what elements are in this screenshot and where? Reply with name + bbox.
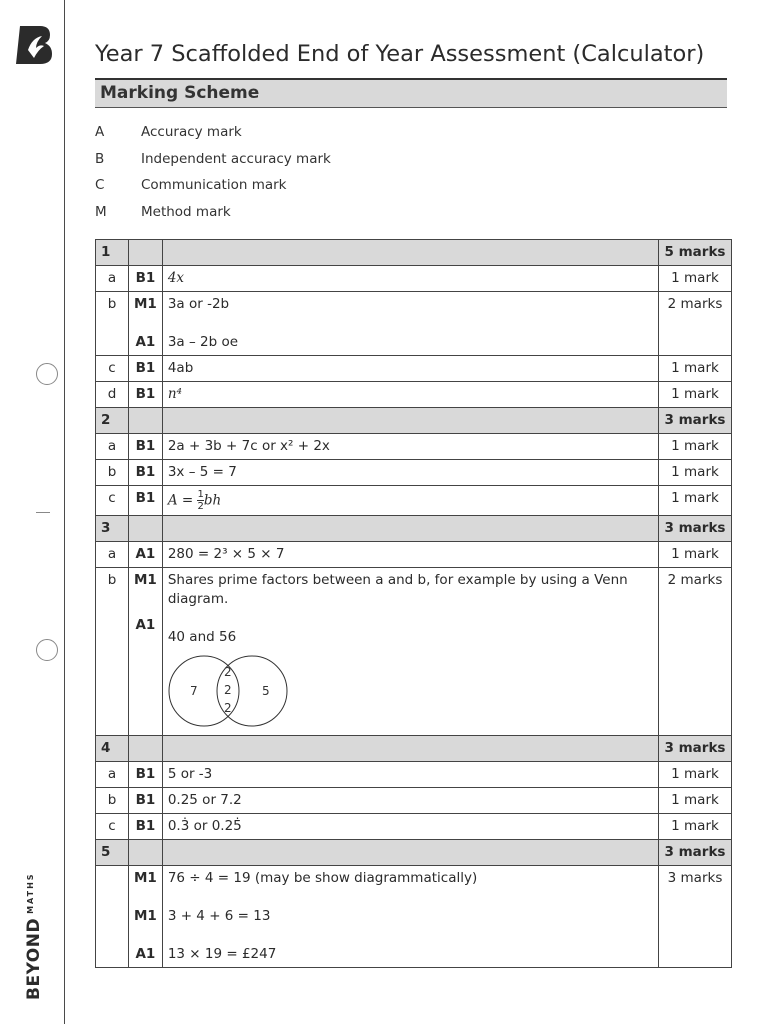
question-total-marks: 3 marks xyxy=(659,736,732,762)
key-label: Method mark xyxy=(141,204,231,220)
fold-mark xyxy=(36,512,50,513)
table-row xyxy=(96,266,732,292)
mark-code: B1 xyxy=(129,434,163,460)
brand-wordmark xyxy=(24,872,44,1000)
venn-right-value: 5 xyxy=(261,684,270,698)
part-label: a xyxy=(96,542,129,568)
mark-value: 1 mark xyxy=(659,266,732,292)
mark-value: 2 marks xyxy=(659,292,732,356)
question-header-row xyxy=(96,408,732,434)
question-header-row xyxy=(96,240,732,266)
punch-hole-bottom xyxy=(36,639,58,661)
key-code: C xyxy=(95,177,105,193)
answer-text: 0.25 or 7.2 xyxy=(162,788,658,814)
mark-code: M1 xyxy=(134,296,157,312)
key-row xyxy=(95,177,287,193)
answer-text: 4x xyxy=(162,266,658,292)
venn-left-value: 7 xyxy=(189,684,198,698)
fraction-numerator: 1 xyxy=(197,489,204,500)
mark-code: M1 xyxy=(134,908,157,924)
table-row xyxy=(96,292,732,356)
part-label: a xyxy=(96,266,129,292)
mark-code: B1 xyxy=(129,460,163,486)
key-row xyxy=(95,151,331,167)
part-label: c xyxy=(96,486,129,516)
mark-code: A1 xyxy=(135,946,156,962)
answer-text: 40 and 56 xyxy=(167,629,237,645)
mark-value: 1 mark xyxy=(659,814,732,840)
punch-hole-top xyxy=(36,363,58,385)
mark-code: A1 xyxy=(135,334,156,350)
table-row xyxy=(96,460,732,486)
fraction-denominator: 2 xyxy=(197,501,204,512)
venn-middle-value: 2 xyxy=(223,683,232,697)
brand-word-maths: MATHS xyxy=(26,872,35,914)
table-row xyxy=(96,356,732,382)
answer-text: 5 or -3 xyxy=(162,762,658,788)
key-row xyxy=(95,124,242,140)
brand-word-beyond: BEYOND xyxy=(24,917,44,1000)
answer-text: 0.3̇ or 0.25̇ xyxy=(162,814,658,840)
table-row xyxy=(96,568,732,736)
question-number: 2 xyxy=(96,408,129,434)
table-row xyxy=(96,814,732,840)
mark-code: M1 xyxy=(134,870,157,886)
answer-text: 280 = 2³ × 5 × 7 xyxy=(162,542,658,568)
part-label: b xyxy=(96,568,129,736)
table-row xyxy=(96,866,732,968)
key-label: Independent accuracy mark xyxy=(141,151,331,167)
venn-middle-value: 2 xyxy=(223,701,232,715)
question-header-row xyxy=(96,736,732,762)
mark-value: 1 mark xyxy=(659,486,732,516)
part-label: c xyxy=(96,356,129,382)
answer-text: Shares prime factors between a and b, for example by using a Venn diagram. xyxy=(167,572,628,607)
key-code: M xyxy=(95,204,107,220)
answer-text: n⁴ xyxy=(162,382,658,408)
marking-scheme-table xyxy=(95,239,732,968)
part-label: b xyxy=(96,292,129,356)
question-header-row xyxy=(96,516,732,542)
question-number: 4 xyxy=(96,736,129,762)
margin-rule xyxy=(64,0,65,1024)
question-number: 5 xyxy=(96,840,129,866)
part-label: b xyxy=(96,460,129,486)
mark-code: A1 xyxy=(135,617,156,633)
key-row xyxy=(95,204,231,220)
mark-code: B1 xyxy=(129,266,163,292)
mark-code: B1 xyxy=(129,762,163,788)
answer-text: 4ab xyxy=(162,356,658,382)
venn-diagram xyxy=(168,653,298,729)
answer-text: 3x – 5 = 7 xyxy=(162,460,658,486)
section-heading: Marking Scheme xyxy=(95,80,727,108)
question-header-row xyxy=(96,840,732,866)
mark-value: 3 marks xyxy=(659,866,732,968)
mark-value: 1 mark xyxy=(659,434,732,460)
mark-code: B1 xyxy=(129,356,163,382)
mark-value: 1 mark xyxy=(659,356,732,382)
table-row xyxy=(96,434,732,460)
mark-value: 2 marks xyxy=(659,568,732,736)
mark-code: B1 xyxy=(129,814,163,840)
answer-text: 13 × 19 = £247 xyxy=(167,946,277,962)
key-label: Accuracy mark xyxy=(141,124,242,140)
answer-text: 2a + 3b + 7c or x² + 2x xyxy=(162,434,658,460)
table-row xyxy=(96,382,732,408)
question-number: 3 xyxy=(96,516,129,542)
question-number: 1 xyxy=(96,240,129,266)
part-label: b xyxy=(96,788,129,814)
answer-text: 3 + 4 + 6 = 13 xyxy=(167,908,271,924)
answer-text: 3a – 2b oe xyxy=(167,334,239,350)
key-label: Communication mark xyxy=(141,177,287,193)
answer-text: 76 ÷ 4 = 19 (may be show diagrammatically) xyxy=(167,870,478,886)
mark-value: 1 mark xyxy=(659,382,732,408)
part-label: a xyxy=(96,762,129,788)
formula-lhs: A = xyxy=(167,492,194,509)
formula-rhs: bh xyxy=(203,492,222,509)
venn-middle-value: 2 xyxy=(223,665,232,679)
formula-area-triangle xyxy=(162,486,658,516)
mark-code: A1 xyxy=(129,542,163,568)
mark-code: B1 xyxy=(129,788,163,814)
question-total-marks: 3 marks xyxy=(659,516,732,542)
mark-value: 1 mark xyxy=(659,460,732,486)
table-row xyxy=(96,542,732,568)
part-label: a xyxy=(96,434,129,460)
mark-value: 1 mark xyxy=(659,542,732,568)
part-label: c xyxy=(96,814,129,840)
page-title: Year 7 Scaffolded End of Year Assessment (Calculator) xyxy=(95,41,705,67)
mark-value: 1 mark xyxy=(659,762,732,788)
question-total-marks: 3 marks xyxy=(659,840,732,866)
part-label: d xyxy=(96,382,129,408)
question-total-marks: 3 marks xyxy=(659,408,732,434)
mark-code: B1 xyxy=(129,486,163,516)
mark-value: 1 mark xyxy=(659,788,732,814)
table-row xyxy=(96,486,732,516)
mark-code: M1 xyxy=(134,572,157,588)
answer-text: 3a or -2b xyxy=(167,296,230,312)
key-code: B xyxy=(95,151,105,167)
question-total-marks: 5 marks xyxy=(659,240,732,266)
mark-code: B1 xyxy=(129,382,163,408)
beyond-logo-icon xyxy=(14,24,54,66)
table-row xyxy=(96,762,732,788)
table-row xyxy=(96,788,732,814)
key-code: A xyxy=(95,124,105,140)
